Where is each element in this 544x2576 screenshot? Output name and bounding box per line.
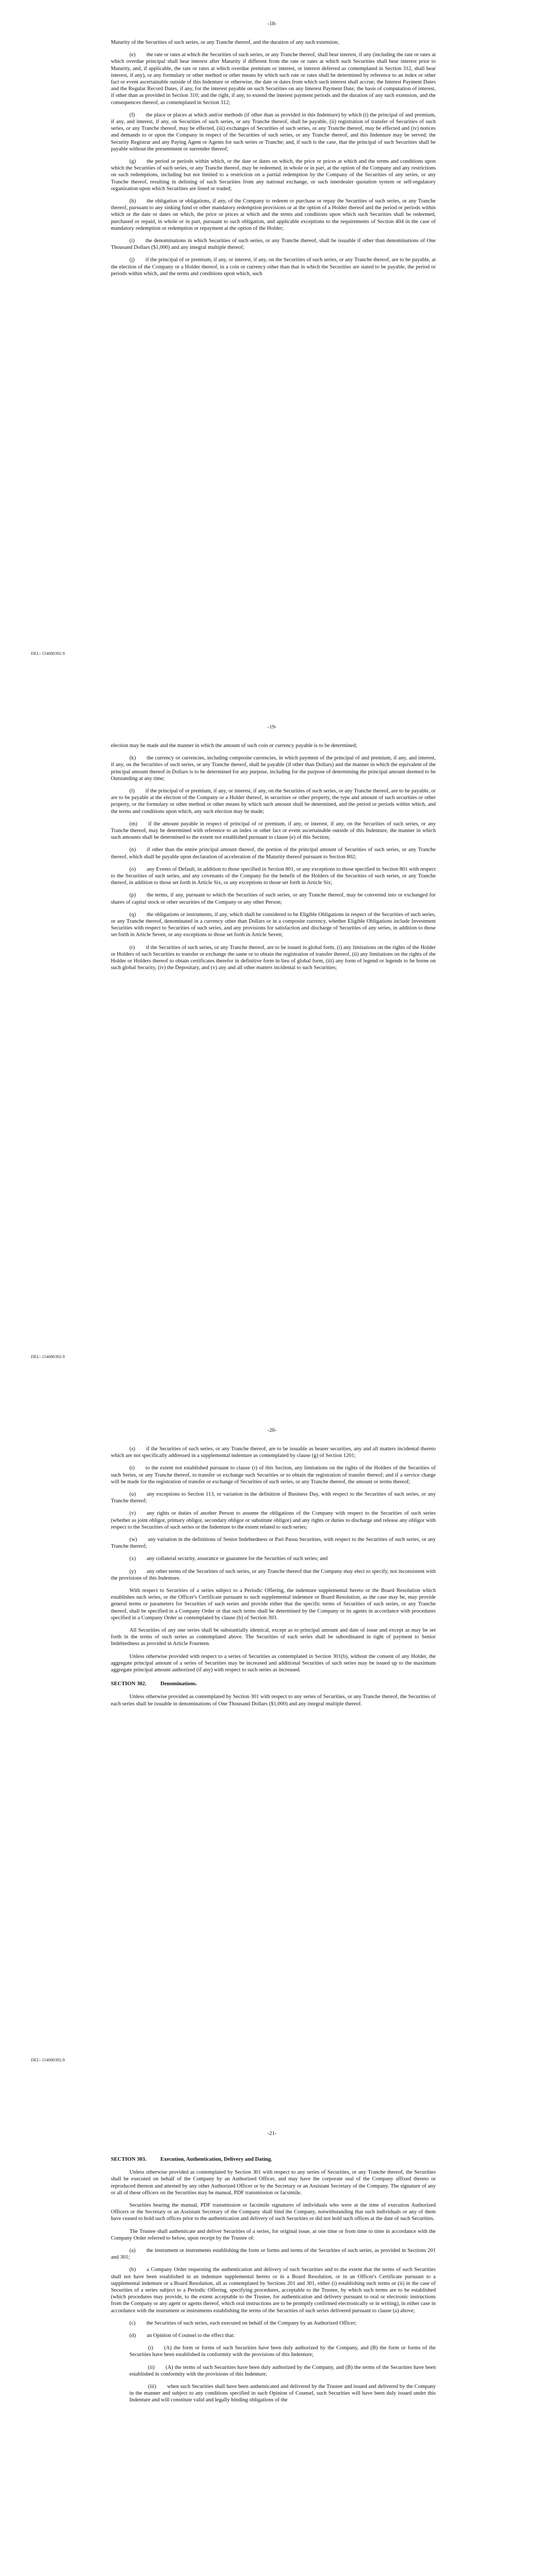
paragraph: (t) to the extent not established pursuant to clause (r) of this Section, any limitations on the rights of the Holders of the Securities of such Series, or any Tranche thereof, to transfer or exchange such Securities or to obtain the registration of transfer thereof; and if a service charge will be made for the registration of transfer or exchange of Securities of such series, or any Tranche thereof, the amount or terms thereof; bbox=[111, 1465, 436, 1485]
paragraph: (x) any collateral security, assurance or guarantee for the Securities of such series; and bbox=[129, 1556, 328, 1562]
paragraph: Unless otherwise provided as contemplated by Section 301 with respect to any series of Securities, or any Tranche thereof, the Securities of each series shall be issuable in denominations of One Thousand Dollars ($1,000) and any integral multiple thereof. bbox=[111, 1694, 436, 1707]
paragraph: election may be made and the manner in which the amount of such coin or currency payable is to be determined; bbox=[111, 743, 357, 749]
document-id-footer: DEL\ 154080392.9 bbox=[31, 2057, 65, 2062]
paragraph: (f) the place or places at which and/or methods (if other than as provided in this Indenture) by which (i) the principal of and premium, if any, and interest, if any, on Securities of such series, or any Tranche thereof, shall be payable, (ii) registration of transfer of Securities of such series, or any Tranche thereof, may be effected, (iii) exchanges of Securities of such series, or any Tranche thereof, may be effected and (iv) notices and demands to or upon the Company in respect of the Securities of such series, or any Tranche thereof, and this Indenture may be served; the Security Registrar and any Paying Agent or Agents for such series or Tranche; and, if such is the case, that the principal of such Securities shall be payable without the presentment or surrender thereof; bbox=[111, 112, 436, 152]
section-heading bbox=[111, 2156, 436, 2163]
paragraph: (l) if the principal of or premium, if any, or interest, if any, on the Securities of such series, or any Tranche thereof, are to be payable, or are to be payable at the election of the Company or a Holder thereof, in securities or other property, the type and amount of such securities or other property, or the formulary or other method or other means by which such amount shall be determined, and the period or periods within which, and the terms and conditions upon which, any such election may be made; bbox=[111, 788, 436, 815]
page-body bbox=[111, 1446, 436, 1713]
paragraph: (n) if other than the entire principal amount thereof, the portion of the principal amount of Securities of such series, or any Tranche thereof, which shall be payable upon declaration of acceleration of the Maturity thereof pursuant to Section 802; bbox=[111, 847, 436, 860]
section-number: SECTION 302. bbox=[111, 1681, 146, 1687]
paragraph: (q) the obligations or instruments, if any, which shall be considered to be Eligible Obligations in respect of the Securities of such series, or any Tranche thereof, denominated in a currency other than Dollars or in a composite currency, whether Eligible Obligations include Investment Securities with respect to Securities of such series, and any provisions for satisfaction and discharge of Securities of any series, in addition to those set forth in Article Seven, or any exceptions to those set forth in Article Seven; bbox=[111, 911, 436, 938]
page-number: -19- bbox=[267, 724, 277, 730]
paragraph: (b) a Company Order requesting the authentication and delivery of such Securities and to the extent that the terms of such Securities shall not have been established in an indenture supplemental hereto or in a Board Resolution, or in an Officer's Certificate pursuant to a supplemental indenture or a Board Resolution, all as contemplated by Sections 201 and 301, either (i) establishing such terms or (ii) in the case of Securities of a series subject to a Periodic Offering, specifying procedures, acceptable to the Trustee, by which such terms are to be established (which procedures may provide, to the extent acceptable to the Trustee, for authentication and delivery pursuant to oral or electronic instructions from the Company or any agent or agents thereof, which oral instructions are to be promptly confirmed electronically or in writing), in either case in accordance with the instrument or instruments establishing the terms of the Securities of such series delivered pursuant to clause (a) above; bbox=[111, 2267, 436, 2314]
paragraph: (iii) when such Securities shall have been authenticated and delivered by the Trustee and issued and delivered by the Company in the manner and subject to any conditions specified in such Opinion of Counsel, such Securities will have been duly issued under this Indenture and will constitute valid and legally binding obligations of the bbox=[129, 2384, 436, 2403]
page-number: -20- bbox=[267, 1428, 277, 1433]
page-19 bbox=[0, 703, 544, 1406]
section-title: Denominations. bbox=[160, 1681, 197, 1687]
document-id-footer: DEL\ 154080392.9 bbox=[31, 1354, 65, 1359]
paragraph: (d) an Opinion of Counsel to the effect that: bbox=[129, 2333, 235, 2339]
paragraph: (ii) (A) the terms of such Securities have been duly authorized by the Company, and (B) the terms of the Securities have been established in conformity with the provisions of this Indenture; bbox=[129, 2364, 436, 2377]
paragraph: (m) if the amount payable in respect of principal of or premium, if any, or interest, if any, on the Securities of such series, or any Tranche thereof, may be determined with reference to an index or other fact or event ascertainable outside of this Indenture, the manner in which such amounts shall be determined to the extent not established pursuant to clause (e) of this Section; bbox=[111, 821, 436, 841]
paragraph: All Securities of any one series shall be substantially identical, except as to principal amount and date of issue and except as may be set forth in the terms of such series as contemplated above. The Securities of each series shall be subordinated in right of payment to Senior Indebtedness as provided in Article Fourteen. bbox=[111, 1628, 436, 1647]
paragraph: (j) if the principal of or premium, if any, or interest, if any, on the Securities of such series, or any Tranche thereof, are to be payable, at the election of the Company or a Holder thereof, in a coin or currency other than that in which the Securities are stated to be payable, the period or periods within which, and the terms and conditions upon which, such bbox=[111, 257, 436, 277]
page-body bbox=[111, 742, 436, 977]
page-21 bbox=[0, 2110, 544, 2576]
paragraph: (u) any exceptions to Section 113, or variation in the definition of Business Day, with respect to the Securities of such series, or any Tranche thereof; bbox=[111, 1492, 436, 1504]
paragraph: Maturity of the Securities of such series, or any Tranche thereof, and the duration of any such extension; bbox=[111, 40, 339, 45]
page-body bbox=[111, 39, 436, 283]
page-body bbox=[111, 2149, 436, 2410]
paragraph: (y) any other terms of the Securities of such series, or any Tranche thereof that the Company may elect to specify, not inconsistent with the provisions of this Indenture. bbox=[111, 1568, 436, 1581]
section-title: Execution, Authentication, Delivery and Dating. bbox=[160, 2157, 272, 2162]
paragraph: (w) any variation in the definitions of Senior Indebtedness or Pari Passu Securities, with respect to the Securities of such series, or any Tranche thereof; bbox=[111, 1537, 436, 1550]
paragraph: (i) the denominations in which Securities of such series, or any Tranche thereof, shall be issuable if other than denominations of One Thousand Dollars ($1,000) and any integral multiple thereof; bbox=[111, 238, 436, 251]
paragraph: (c) the Securities of such series, each executed on behalf of the Company by an Authorized Officer; bbox=[129, 2320, 357, 2326]
section-number: SECTION 303. bbox=[111, 2157, 146, 2162]
paragraph: (h) the obligation or obligations, if any, of the Company to redeem or purchase or repay the Securities of such series, or any Tranche thereof, pursuant to any sinking fund or other mandatory redemption provisions or at the option of a Holder thereof and the period or periods within which or the date or dates on which, the price or prices at which and the terms and conditions upon which such Securities shall be redeemed, purchased or repaid, in whole or in part, pursuant to such obligation, and applicable exceptions to the requirements of Section 404 in the case of mandatory redemption or redemption or repayment at the option of the Holder; bbox=[111, 198, 436, 231]
paragraph: (o) any Events of Default, in addition to those specified in Section 801, or any exceptions to those specified in Section 801 with respect to the Securities of such series, and any covenants of the Company for the benefit of the Holders of the Securities of such series, or any Tranche thereof, in addition to those set forth in Article Six, or any exceptions to those set forth in Article Six; bbox=[111, 866, 436, 886]
page-number: -18- bbox=[267, 21, 277, 27]
paragraph: (k) the currency or currencies, including composite currencies, in which payment of the principal of and premium, if any, and interest, if any, on the Securities of such series, or any Tranche thereof, shall be payable (if other than Dollars) and the manner in which the equivalent of the principal amount thereof in Dollars is to be determined for any purpose, including for the purpose of determining the principal amount deemed to be Outstanding at any time; bbox=[111, 755, 436, 782]
paragraph: (p) the terms, if any, pursuant to which the Securities of such series, or any Tranche thereof, may be converted into or exchanged for shares of capital stock or other securities of the Company or any other Person; bbox=[111, 892, 436, 905]
paragraph: (a) the instrument or instruments establishing the form or forms and terms of the Securities of such series, as provided in Sections 201 and 301; bbox=[111, 2248, 436, 2261]
page-20 bbox=[0, 1406, 544, 2110]
section-heading bbox=[111, 1681, 436, 1687]
paragraph: (e) the rate or rates at which the Securities of such series, or any Tranche thereof, shall bear interest, if any (including the rate or rates at which overdue principal shall bear interest after Maturity if different from the rate or rates at which such Securities shall bear interest prior to Maturity, and, if applicable, the rate or rates at which overdue premium or interest, or interest deferred as contemplated in Section 312, shall bear interest, if any), or any formulary or other method or other means by which such rate or rates shall be determined by reference to an index or other fact or event ascertainable outside of this Indenture or otherwise, the date or dates from which such interest shall accrue; the Interest Payment Dates and the Regular Record Dates, if any, for the interest payable on such Securities on any Interest Payment Date; the basis of computation of interest, if other than as provided in Section 310; and the right, if any, to extend the interest payment periods and the duration of any such extension, and the consequences thereof, as contemplated in Section 312; bbox=[111, 52, 436, 106]
paragraph: Unless otherwise provided with respect to a series of Securities as contemplated in Section 301(b), without the consent of any Holder, the aggregate principal amount of a series of Securities may be increased and additional Securities of such series may be issued up to the maximum aggregate principal amount authorized (if any) with respect to such series as increased. bbox=[111, 1653, 436, 1673]
paragraph: (g) the period or periods within which, or the date or dates on which, the price or prices at which and the terms and conditions upon which the Securities of such series, or any Tranche thereof, may be redeemed, in whole or in part, at the option of the Company and any restrictions on such redemptions, including but not limited to a restriction on a partial redemption by the Company of the Securities of any series, or any Tranche thereof, resulting in delisting of such Securities from any national exchange, or such interdealer quotation system or self-regulatory organization upon which Securities are listed or traded; bbox=[111, 159, 436, 192]
paragraph: The Trustee shall authenticate and deliver Securities of a series, for original issue, at one time or from time to time in accordance with the Company Order referred to below, upon receipt by the Trustee of: bbox=[111, 2228, 436, 2241]
paragraph: (i) (A) the form or forms of such Securities have been duly authorized by the Company, and (B) the form or forms of the Securities have been established in conformity with the provisions of this Indenture; bbox=[129, 2345, 436, 2358]
page-18 bbox=[0, 0, 544, 703]
paragraph: Securities bearing the manual, PDF transmission or facsimile signatures of individuals who were at the time of execution Authorized Officers or the Secretary or an Assistant Secretary of the Company shall bind the Company, notwithstanding that such individuals or any of them have ceased to hold such offices prior to the authentication and delivery of such Securities or did not hold such offices at the date of such Securities. bbox=[111, 2202, 436, 2222]
document-id-footer: DEL\ 154080392.9 bbox=[31, 651, 65, 656]
paragraph: With respect to Securities of a series subject to a Periodic Offering, the indenture supplemental hereto or the Board Resolution which establishes such series, or the Officer's Certificate pursuant to such supplemental indenture or Board Resolution, as the case may be, may provide general terms or parameters for Securities of such series and provide either that the specific terms of Securities of such series, or any Tranche thereof, shall be specified in a Company Order or that such terms shall be determined by the Company or its agents in accordance with procedures specified in a Company Order as contemplated by clause (b) of Section 303. bbox=[111, 1588, 436, 1621]
page-number: -21- bbox=[267, 2131, 277, 2137]
paragraph: (s) if the Securities of such series, or any Tranche thereof, are to be issuable as bearer securities, any and all matters incidental thereto which are not specifically addressed in a supplemental indenture as contemplated by clause (g) of Section 1201; bbox=[111, 1446, 436, 1459]
paragraph: (v) any rights or duties of another Person to assume the obligations of the Company with respect to the Securities of such series (whether as joint obligor, primary obligor, secondary obligor or substitute obligor) and any rights or duties to discharge and release any obligor with respect to the Securities of such series or the Indenture to the extent related to such series; bbox=[111, 1511, 436, 1530]
paragraph: (r) if the Securities of such series, or any Tranche thereof, are to be issued in global form, (i) any limitations on the rights of the Holder or Holders of such Securities to transfer or exchange the same or to obtain the registration of transfer thereof, (ii) any limitations on the rights of the Holder or Holders thereof to obtain certificates therefor in definitive form in lieu of global form, (iii) any form of legend or legends to be borne on such global Security, (iv) the Depositary, and (v) any and all other matters incidental to such Securities; bbox=[111, 944, 436, 971]
paragraph: Unless otherwise provided as contemplated by Section 301 with respect to any series of Securities, or any Tranche thereof, the Securities shall be executed on behalf of the Company by an Authorized Officer, and may have the corporate seal of the Company affixed thereto or reproduced thereon and attested by any other Authorized Officer or by the Secretary or an Assistant Secretary of the Company. The signature of any or all of these officers on the Securities may be manual, PDF transmission or facsimile. bbox=[111, 2170, 436, 2196]
